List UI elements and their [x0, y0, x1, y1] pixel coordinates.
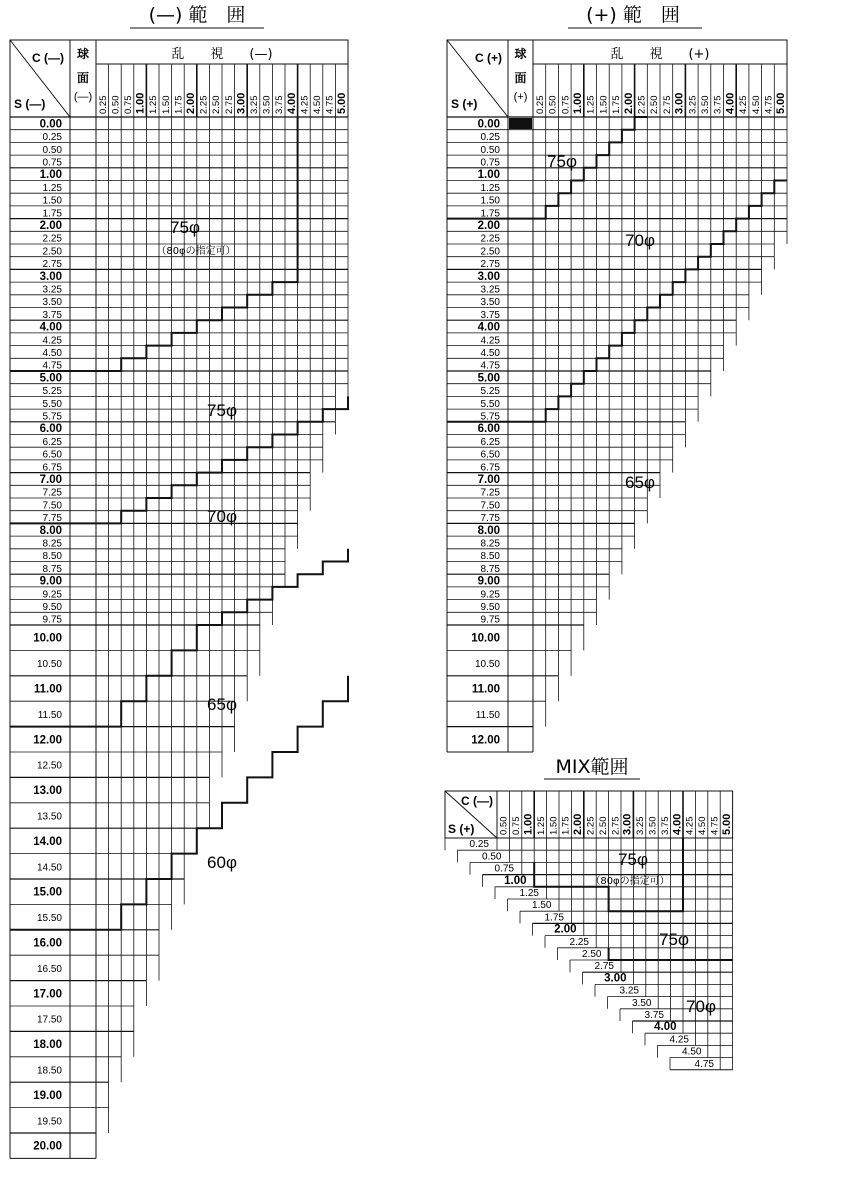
left-sph-value: 17.00 [33, 988, 62, 1001]
left-sph-value: 8.75 [42, 563, 62, 575]
mix-sph-value: 2.00 [554, 923, 577, 936]
right-cyl-value: 1.50 [598, 95, 610, 114]
right-sph-value: 7.50 [480, 500, 500, 512]
right-cyl-value: 2.75 [661, 95, 673, 114]
mix-sph-value: 1.25 [519, 888, 539, 899]
mix-title: MIX範囲 [555, 756, 629, 778]
left-sph-value: 6.75 [42, 462, 62, 474]
mix-sph-value: 4.50 [682, 1046, 702, 1058]
right-sph-value: 0.00 [477, 118, 500, 131]
mix-sph-value: 1.75 [544, 912, 564, 924]
left-sph-value: 2.25 [42, 233, 62, 245]
right-sph-value: 7.25 [480, 487, 500, 499]
left-cyl-value: 3.50 [261, 95, 273, 114]
right-sph-value: 3.25 [480, 284, 500, 296]
left-cyl-value: 4.25 [299, 95, 311, 114]
right-sph-value: 10.50 [474, 659, 500, 671]
right-cyl-value: 1.00 [571, 92, 584, 114]
right-zero-cell [509, 118, 532, 129]
left-sph-value: 13.50 [36, 811, 62, 823]
right-sph-value: 7.75 [480, 513, 500, 525]
mix-zone-label: 75φ [618, 850, 648, 869]
left-sph-value: 1.25 [42, 182, 62, 194]
left-sph-value: 4.75 [42, 360, 62, 372]
mix-sph-value: 4.00 [654, 1021, 677, 1034]
left-cyl-value: 4.75 [324, 95, 336, 114]
mix-sph-value: 0.25 [469, 839, 489, 851]
minus-range-table [10, 40, 348, 1158]
left-zone-label: 60φ [207, 853, 237, 872]
mix-cyl-value: 4.00 [671, 813, 684, 835]
left-sph-value: 0.25 [42, 132, 62, 144]
right-sph-value: 3.00 [477, 270, 500, 283]
left-sph-value: 3.00 [39, 270, 62, 283]
right-sph-value: 6.75 [480, 462, 500, 474]
left-sph-value: 15.00 [33, 886, 62, 899]
right-sph-value: 5.75 [480, 411, 500, 423]
left-sph-value: 20.00 [33, 1140, 62, 1153]
right-sph-value: 4.25 [480, 335, 500, 347]
mix-range-table [445, 791, 733, 1070]
right-sph-value: 8.75 [480, 563, 500, 575]
right-cyl-value: 5.00 [775, 92, 788, 114]
right-cyl-value: 0.75 [560, 95, 572, 114]
mix-sph-value: 1.00 [504, 874, 527, 887]
left-title: (—) 範 囲 [148, 4, 246, 26]
left-cyl-value: 3.00 [235, 92, 248, 114]
mix-sph-value: 3.25 [619, 985, 639, 997]
left-zone-label: 70φ [207, 507, 237, 526]
left-sph-value: 14.50 [36, 862, 62, 874]
left-cyl-label: 乱 視 (—) [171, 47, 273, 62]
right-cyl-value: 4.50 [750, 95, 762, 114]
left-sph-value: 5.25 [42, 386, 62, 398]
right-sph-value: 4.00 [477, 321, 500, 334]
left-cyl-value: 0.75 [123, 95, 134, 114]
right-cyl-value: 3.25 [687, 95, 699, 114]
left-sph-value: 16.00 [33, 937, 62, 950]
mix-cyl-value: 0.50 [498, 816, 510, 835]
left-cyl-value: 1.00 [134, 92, 147, 114]
left-sph-value: 9.75 [42, 614, 62, 626]
right-zone-label: 65φ [625, 473, 655, 492]
left-cyl-value: 1.75 [173, 95, 185, 114]
left-sph-value: 12.00 [33, 734, 62, 747]
left-cyl-value: 2.00 [185, 92, 197, 114]
right-cyl-value: 0.50 [547, 95, 559, 114]
mix-cyl-value: 4.75 [709, 816, 721, 835]
right-sph-value: 2.50 [480, 246, 500, 258]
mix-sph-value: 0.75 [494, 863, 514, 875]
mix-zone-label: 70φ [686, 997, 716, 1016]
left-sph-value: 8.25 [42, 538, 62, 550]
mix-cyl-value: 3.50 [647, 816, 659, 835]
mix-zone-note: （80φの指定可） [590, 876, 670, 887]
right-cyl-value: 1.75 [611, 95, 623, 114]
right-sph-value: 4.75 [480, 360, 500, 372]
right-sph-value: 6.50 [480, 449, 500, 461]
left-sph-value: 0.75 [42, 157, 62, 169]
right-cyl-value: 3.00 [673, 92, 686, 114]
right-sph-value: 6.00 [477, 423, 500, 436]
mix-cyl-value: 2.25 [585, 816, 597, 835]
left-sph-value: 11.00 [33, 683, 62, 696]
left-sph-value: 5.00 [39, 372, 62, 385]
mix-sph-value: 2.75 [594, 961, 614, 973]
right-sph-value: 11.00 [471, 683, 500, 696]
left-sph-value: 8.00 [39, 524, 62, 537]
left-cyl-value: 4.00 [285, 92, 298, 114]
right-cyl-value: 4.75 [763, 95, 775, 114]
left-sph-value: 7.50 [42, 500, 62, 512]
mix-cyl-value: 1.00 [522, 813, 535, 835]
right-title: (+) 範 囲 [586, 4, 680, 26]
left-cyl-value: 4.50 [312, 95, 323, 114]
right-cyl-value: 4.25 [738, 95, 750, 114]
left-sphere-label-2: 面 [76, 71, 90, 85]
right-header-c: C (+) [475, 51, 502, 65]
mix-sph-value: 2.25 [569, 936, 589, 948]
right-sph-value: 0.50 [480, 144, 500, 156]
left-zone-note: （80φの指定可） [156, 246, 236, 257]
left-header-c: C (—) [32, 51, 64, 65]
mix-cyl-value: 1.50 [548, 816, 560, 835]
right-sph-value: 5.25 [480, 386, 500, 398]
mix-cyl-value: 1.25 [535, 816, 547, 835]
mix-sph-value: 4.25 [669, 1034, 689, 1046]
right-cyl-value: 2.25 [636, 95, 648, 114]
right-sphere-label-1: 球 [514, 47, 527, 61]
left-sph-value: 9.00 [39, 575, 62, 588]
left-sph-value: 12.50 [36, 760, 62, 772]
left-sph-value: 16.50 [36, 963, 62, 975]
left-cyl-value: 3.25 [249, 95, 260, 114]
left-sph-value: 17.50 [36, 1014, 62, 1026]
right-sph-value: 9.50 [480, 601, 500, 613]
mix-sph-value: 0.50 [482, 851, 502, 863]
right-sph-value: 1.50 [480, 195, 500, 207]
right-sph-value: 9.75 [480, 614, 500, 626]
left-cyl-value: 2.75 [223, 95, 235, 114]
left-sph-value: 10.50 [36, 659, 62, 671]
left-sph-value: 15.50 [36, 913, 62, 925]
left-sph-value: 4.00 [39, 321, 62, 334]
left-cyl-value: 2.50 [211, 95, 223, 114]
left-sph-value: 11.50 [37, 709, 62, 721]
left-sph-value: 1.00 [39, 169, 62, 182]
mix-sph-value: 4.75 [694, 1058, 714, 1070]
right-sphere-label-3: (+) [513, 91, 528, 103]
left-sph-value: 7.00 [39, 473, 62, 486]
right-sph-value: 8.50 [480, 551, 500, 563]
left-sphere-label-3: (—) [73, 91, 93, 103]
left-header-s: S (—) [14, 97, 46, 111]
mix-sph-value: 2.50 [582, 949, 602, 960]
mix-cyl-value: 3.25 [635, 816, 647, 835]
mix-sph-value: 3.00 [604, 972, 627, 985]
left-sph-value: 2.00 [39, 219, 62, 232]
mix-header-s: S (+) [448, 822, 475, 836]
mix-cyl-value: 5.00 [720, 813, 733, 835]
left-sph-value: 18.00 [33, 1039, 62, 1052]
left-sph-value: 9.25 [42, 589, 62, 601]
left-sph-value: 2.50 [42, 246, 62, 258]
right-sph-value: 0.25 [480, 132, 500, 144]
right-cyl-value: 4.00 [724, 92, 737, 114]
right-sph-value: 1.75 [480, 208, 500, 220]
right-sph-value: 7.00 [477, 473, 500, 486]
mix-cyl-value: 4.50 [697, 816, 709, 835]
left-sph-value: 18.50 [36, 1065, 62, 1077]
left-sph-value: 0.00 [39, 118, 62, 131]
left-sph-value: 13.00 [33, 785, 62, 798]
left-sph-value: 3.75 [42, 309, 62, 321]
right-sph-value: 5.00 [477, 372, 500, 385]
left-cyl-value: 3.75 [274, 95, 286, 114]
left-sph-value: 8.50 [42, 551, 62, 563]
left-sph-value: 6.25 [42, 436, 62, 448]
left-cyl-value: 0.50 [110, 95, 122, 114]
right-zone-label: 70φ [625, 231, 655, 250]
right-sphere-label-2: 面 [514, 71, 527, 85]
left-cyl-value: 5.00 [336, 92, 349, 114]
right-sph-value: 1.25 [480, 182, 500, 194]
left-cyl-value: 1.50 [160, 95, 172, 114]
left-zone-label: 75φ [207, 401, 237, 420]
right-cyl-label: 乱 視 (+) [610, 47, 710, 62]
left-sph-value: 1.75 [42, 208, 62, 220]
left-sph-value: 14.00 [33, 835, 62, 848]
right-sph-value: 9.25 [480, 589, 500, 601]
right-sph-value: 8.25 [480, 538, 500, 550]
right-cyl-value: 2.00 [622, 92, 635, 114]
mix-sph-value: 1.50 [532, 900, 552, 912]
mix-cyl-value: 3.75 [659, 816, 671, 835]
right-sph-value: 6.25 [480, 436, 500, 448]
left-sph-value: 9.50 [42, 601, 62, 613]
mix-cyl-value: 4.25 [684, 816, 696, 835]
right-sph-value: 8.00 [477, 524, 500, 537]
plus-range-table [447, 40, 787, 752]
left-zone-label: 65φ [207, 695, 237, 714]
right-zone-label: 75φ [547, 152, 577, 171]
left-sph-value: 1.50 [42, 195, 62, 207]
mix-cyl-value: 3.00 [621, 813, 634, 835]
left-sphere-label-1: 球 [76, 47, 90, 61]
right-sph-value: 1.00 [477, 169, 500, 182]
left-sph-value: 10.00 [33, 632, 62, 645]
left-sph-value: 7.25 [42, 487, 62, 499]
right-sph-value: 5.50 [480, 398, 500, 410]
right-cyl-value: 2.50 [649, 95, 661, 114]
right-sph-value: 3.50 [480, 297, 500, 309]
right-sph-value: 3.75 [480, 309, 500, 321]
left-zone-label: 75φ [170, 218, 200, 237]
left-sph-value: 19.50 [36, 1116, 62, 1128]
right-cyl-value: 3.50 [699, 95, 711, 114]
mix-sph-value: 3.50 [632, 997, 652, 1009]
left-cyl-value: 1.25 [148, 95, 160, 114]
right-sph-value: 9.00 [477, 575, 500, 588]
right-cyl-value: 1.25 [585, 95, 597, 114]
left-sph-value: 4.25 [42, 335, 62, 347]
left-cyl-value: 0.25 [97, 95, 109, 114]
right-cyl-value: 0.25 [534, 95, 546, 114]
right-sph-value: 10.00 [471, 632, 500, 645]
mix-zone-label: 75φ [659, 930, 689, 949]
left-sph-value: 5.75 [42, 411, 62, 423]
right-sph-value: 4.50 [480, 347, 500, 359]
right-sph-value: 2.25 [480, 233, 500, 245]
mix-sph-value: 3.75 [644, 1010, 664, 1021]
right-sph-value: 11.50 [475, 709, 500, 721]
mix-cyl-value: 2.75 [610, 816, 622, 835]
mix-cyl-value: 2.00 [572, 813, 585, 835]
left-sph-value: 4.50 [42, 347, 62, 359]
left-sph-value: 3.50 [42, 297, 62, 309]
left-sph-value: 3.25 [42, 284, 62, 296]
left-sph-value: 5.50 [42, 398, 62, 410]
mix-header-c: C (—) [461, 794, 493, 808]
left-sph-value: 0.50 [42, 144, 62, 156]
right-sph-value: 2.00 [477, 219, 500, 232]
right-cyl-value: 3.75 [712, 95, 724, 114]
left-sph-value: 19.00 [33, 1089, 62, 1102]
left-sph-value: 6.50 [42, 449, 62, 461]
mix-cyl-value: 2.50 [597, 816, 609, 835]
right-header-s: S (+) [451, 97, 478, 111]
left-sph-value: 6.00 [39, 423, 62, 436]
mix-cyl-value: 1.75 [560, 816, 572, 835]
left-sph-value: 2.75 [42, 259, 62, 271]
right-sph-value: 12.00 [471, 734, 500, 747]
left-cyl-value: 2.25 [198, 95, 210, 114]
right-sph-value: 2.75 [480, 259, 500, 271]
mix-cyl-value: 0.75 [511, 816, 523, 835]
left-sph-value: 7.75 [42, 513, 62, 525]
right-sph-value: 0.75 [480, 157, 500, 169]
